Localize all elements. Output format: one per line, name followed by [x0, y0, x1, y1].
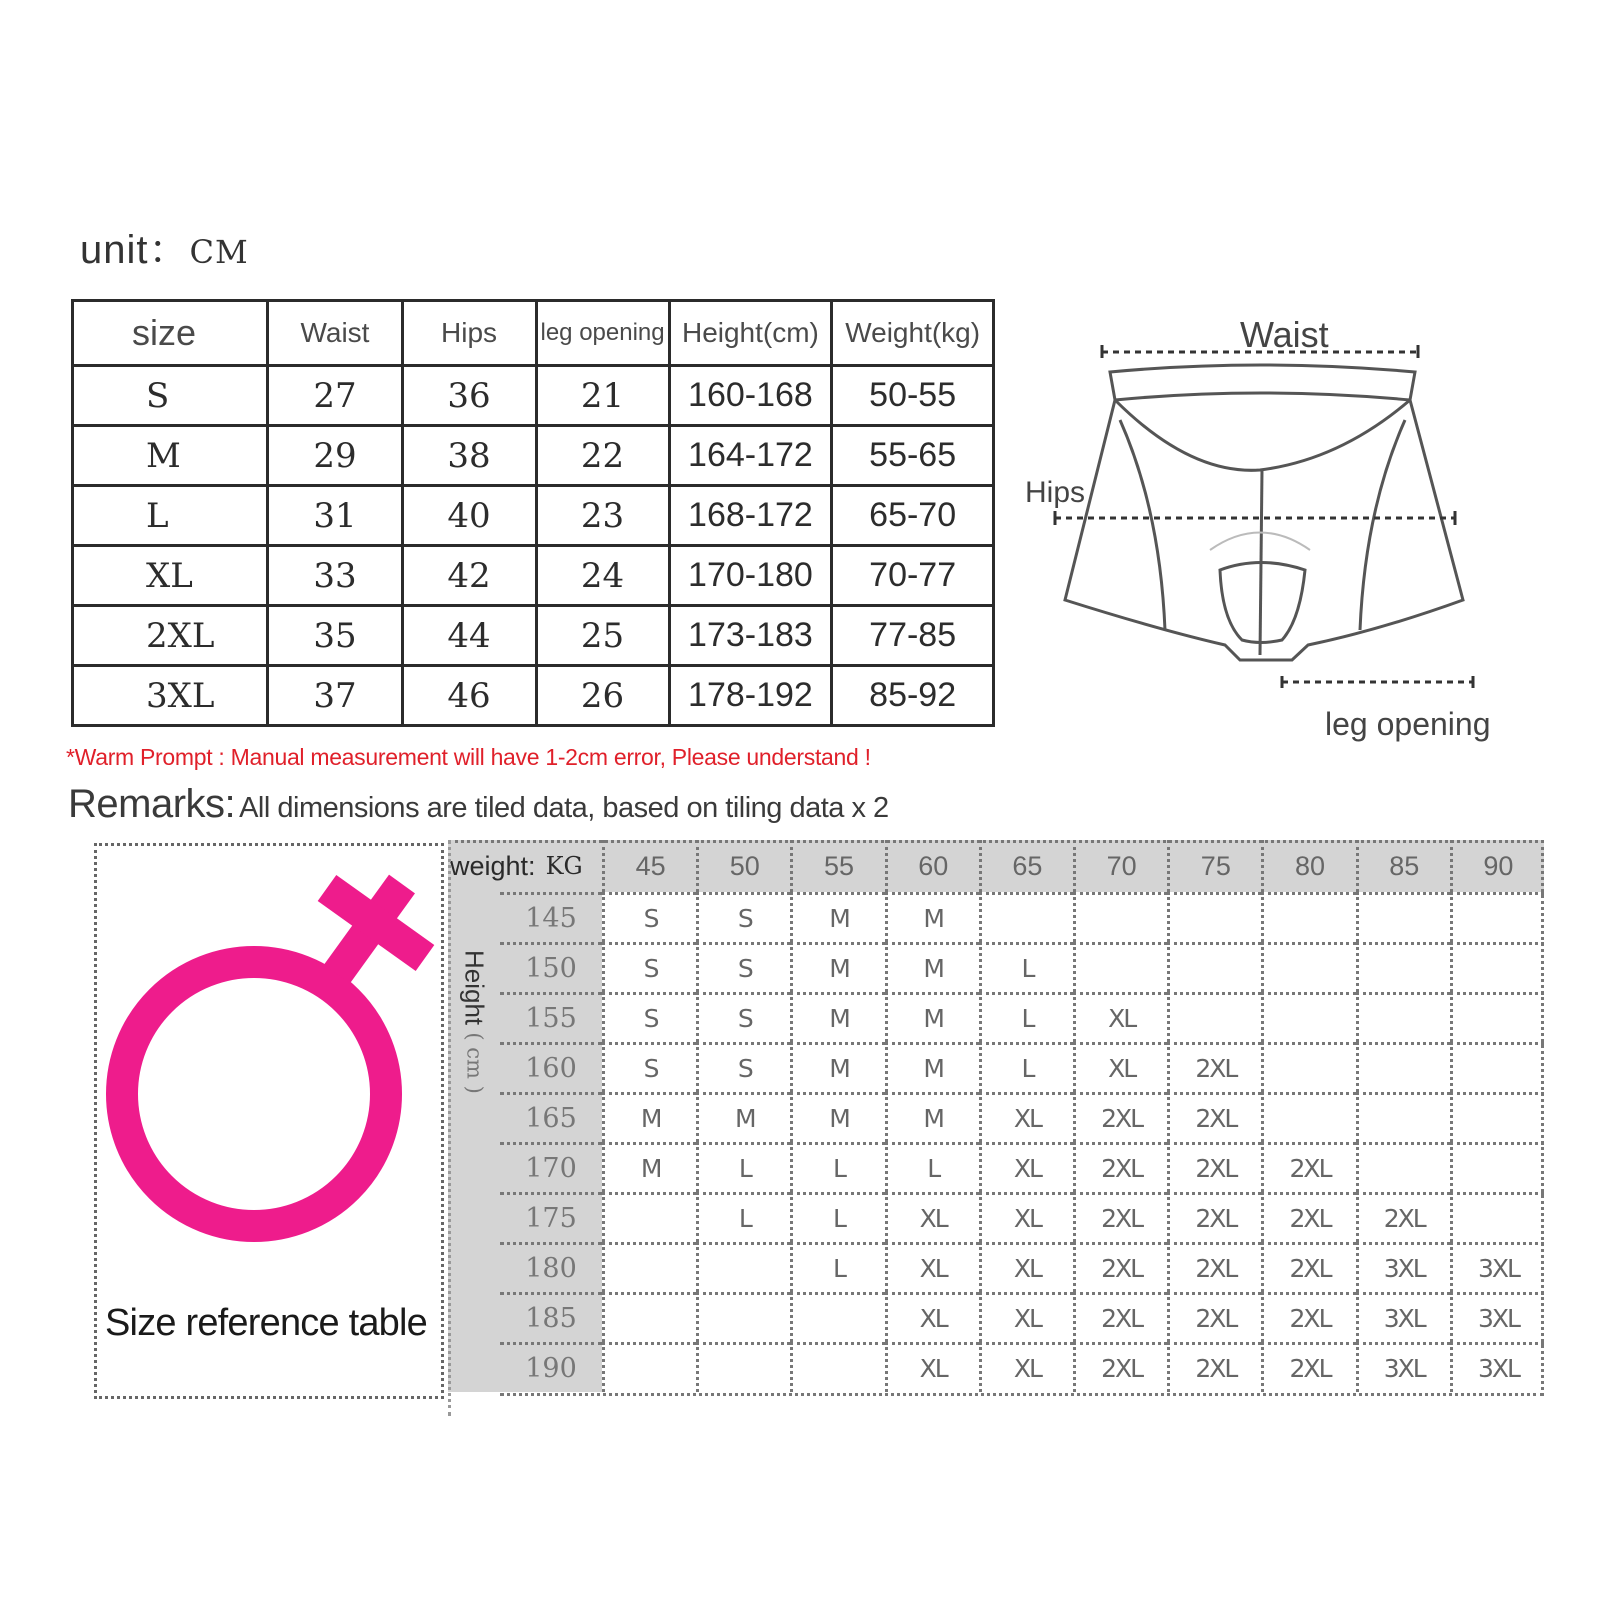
- size-table-row: [73, 606, 994, 666]
- reference-size-cell: [696, 1342, 790, 1392]
- reference-size-cell: L: [885, 1142, 979, 1192]
- size-table-cell: M: [73, 426, 268, 486]
- grid-bottom-border: [500, 1393, 1544, 1396]
- height-value: 150: [500, 942, 602, 992]
- grid-right-border: [1541, 840, 1544, 1396]
- height-axis-label: [448, 890, 500, 1396]
- reference-size-cell: XL: [979, 1342, 1073, 1392]
- size-measurement-table: [71, 299, 995, 727]
- height-value: 170: [500, 1142, 602, 1192]
- size-table-cell: 37: [268, 666, 402, 726]
- remarks: [68, 782, 889, 827]
- size-table-cell: 27: [268, 366, 402, 426]
- reference-size-cell: M: [602, 1092, 696, 1142]
- reference-size-cell: XL: [885, 1292, 979, 1342]
- reference-size-cell: [602, 1342, 696, 1392]
- reference-size-cell: [1167, 892, 1261, 942]
- size-table-row: [73, 486, 994, 546]
- reference-row: [448, 1292, 1544, 1342]
- reference-row: [448, 1192, 1544, 1242]
- reference-size-cell: 2XL: [1167, 1342, 1261, 1392]
- reference-size-cell: M: [790, 1042, 884, 1092]
- size-reference-grid: [448, 840, 1544, 1396]
- height-unit: ( cm ): [462, 1032, 487, 1094]
- reference-size-cell: M: [790, 992, 884, 1042]
- weight-label: weight:: [450, 850, 536, 881]
- unit-label: [80, 218, 249, 275]
- size-table-header-cell: Weight(kg): [832, 301, 994, 366]
- reference-size-cell: [1450, 1192, 1544, 1242]
- unit-label-text: unit：: [80, 228, 190, 272]
- reference-size-cell: L: [696, 1192, 790, 1242]
- size-table-cell: 38: [402, 426, 536, 486]
- reference-size-cell: 3XL: [1450, 1292, 1544, 1342]
- reference-size-cell: 2XL: [1167, 1292, 1261, 1342]
- reference-size-cell: 3XL: [1356, 1292, 1450, 1342]
- reference-size-cell: [1073, 942, 1167, 992]
- size-table-cell: S: [73, 366, 268, 426]
- reference-size-cell: [1450, 942, 1544, 992]
- size-table-cell: 31: [268, 486, 402, 546]
- reference-size-cell: [1261, 992, 1355, 1042]
- reference-size-cell: 2XL: [1261, 1242, 1355, 1292]
- weight-column-header: 60: [885, 840, 979, 892]
- reference-row: [448, 1342, 1544, 1392]
- reference-size-cell: XL: [979, 1242, 1073, 1292]
- reference-size-cell: 3XL: [1450, 1242, 1544, 1292]
- reference-size-cell: S: [696, 892, 790, 942]
- size-table-cell: 23: [536, 486, 669, 546]
- size-table-cell: XL: [73, 546, 268, 606]
- reference-size-cell: 2XL: [1167, 1042, 1261, 1092]
- reference-size-cell: S: [602, 892, 696, 942]
- size-reference-caption: Size reference table: [105, 1302, 427, 1344]
- remarks-text: All dimensions are tiled data, based on tiling data x 2: [239, 792, 889, 824]
- reference-size-cell: [1450, 1042, 1544, 1092]
- size-table-header-row: [73, 301, 994, 366]
- reference-size-cell: [1356, 892, 1450, 942]
- reference-size-cell: [1356, 942, 1450, 992]
- reference-row: [448, 992, 1544, 1042]
- size-table-cell: 25: [536, 606, 669, 666]
- size-table-cell: 178-192: [669, 666, 832, 726]
- size-table-cell: 26: [536, 666, 669, 726]
- reference-row: [448, 892, 1544, 942]
- weight-column-header: 65: [979, 840, 1073, 892]
- reference-size-cell: L: [790, 1142, 884, 1192]
- height-value: 160: [500, 1042, 602, 1092]
- height-value: 155: [500, 992, 602, 1042]
- size-table-cell: 164-172: [669, 426, 832, 486]
- height-value: 185: [500, 1292, 602, 1342]
- reference-size-cell: [1450, 1092, 1544, 1142]
- remarks-label: Remarks:: [68, 782, 236, 826]
- reference-size-cell: 2XL: [1167, 1092, 1261, 1142]
- weight-column-header: 70: [1073, 840, 1167, 892]
- weight-unit: KG: [545, 852, 583, 880]
- reference-size-cell: M: [885, 1092, 979, 1142]
- size-table-cell: 33: [268, 546, 402, 606]
- reference-size-cell: L: [979, 992, 1073, 1042]
- reference-size-cell: L: [790, 1242, 884, 1292]
- size-table-cell: 170-180: [669, 546, 832, 606]
- reference-size-cell: M: [885, 992, 979, 1042]
- reference-size-cell: 3XL: [1450, 1342, 1544, 1392]
- diagram-hips-label: Hips: [1025, 476, 1086, 509]
- reference-size-cell: [602, 1292, 696, 1342]
- size-table-cell: 77-85: [832, 606, 994, 666]
- size-table-cell: 36: [402, 366, 536, 426]
- size-table-cell: 173-183: [669, 606, 832, 666]
- diagram-leg-opening-label: leg opening: [1325, 706, 1491, 742]
- reference-size-cell: 2XL: [1073, 1242, 1167, 1292]
- reference-size-cell: M: [602, 1142, 696, 1192]
- reference-size-cell: [1356, 1142, 1450, 1192]
- size-table-cell: 50-55: [832, 366, 994, 426]
- reference-size-cell: 2XL: [1167, 1142, 1261, 1192]
- reference-size-cell: M: [885, 892, 979, 942]
- reference-size-cell: [1073, 892, 1167, 942]
- size-table-cell: 21: [536, 366, 669, 426]
- reference-size-cell: 2XL: [1073, 1292, 1167, 1342]
- reference-size-cell: [1261, 1042, 1355, 1092]
- reference-size-cell: S: [696, 992, 790, 1042]
- height-value: 175: [500, 1192, 602, 1242]
- size-table-cell: 35: [268, 606, 402, 666]
- reference-size-cell: [1261, 892, 1355, 942]
- reference-size-cell: [1356, 1042, 1450, 1092]
- size-table-cell: 3XL: [73, 666, 268, 726]
- height-label: Height: [459, 950, 490, 1026]
- reference-size-cell: 3XL: [1356, 1242, 1450, 1292]
- height-value: 180: [500, 1242, 602, 1292]
- reference-size-cell: 3XL: [1356, 1342, 1450, 1392]
- reference-size-cell: 2XL: [1073, 1192, 1167, 1242]
- reference-size-cell: 2XL: [1261, 1142, 1355, 1192]
- reference-size-cell: 2XL: [1167, 1192, 1261, 1242]
- reference-size-cell: [1450, 892, 1544, 942]
- warm-prompt: *Warm Prompt : Manual measurement will have 1-2cm error, Please understand !: [66, 744, 871, 770]
- reference-size-cell: M: [790, 1092, 884, 1142]
- height-value: 190: [500, 1342, 602, 1392]
- size-table-cell: L: [73, 486, 268, 546]
- reference-size-cell: [696, 1292, 790, 1342]
- size-table-header-cell: Waist: [268, 301, 402, 366]
- reference-size-cell: XL: [885, 1192, 979, 1242]
- diagram-waist-label: Waist: [1240, 314, 1329, 355]
- reference-size-cell: [602, 1192, 696, 1242]
- reference-size-cell: L: [696, 1142, 790, 1192]
- reference-size-cell: XL: [885, 1242, 979, 1292]
- unit-value: CM: [189, 233, 249, 271]
- size-table-cell: 168-172: [669, 486, 832, 546]
- reference-size-cell: M: [790, 892, 884, 942]
- reference-size-cell: [790, 1342, 884, 1392]
- weight-column-header: 55: [790, 840, 884, 892]
- size-table-header-cell: size: [73, 301, 268, 366]
- reference-size-cell: 2XL: [1073, 1092, 1167, 1142]
- reference-size-cell: [1261, 1092, 1355, 1142]
- size-table-row: [73, 426, 994, 486]
- size-table-header-cell: Hips: [402, 301, 536, 366]
- weight-column-header: 85: [1356, 840, 1450, 892]
- size-table-cell: 24: [536, 546, 669, 606]
- reference-size-cell: XL: [979, 1292, 1073, 1342]
- size-table-row: [73, 366, 994, 426]
- reference-size-cell: M: [885, 1042, 979, 1092]
- height-value: 145: [500, 892, 602, 942]
- reference-size-cell: [979, 892, 1073, 942]
- reference-size-cell: S: [696, 1042, 790, 1092]
- reference-size-cell: S: [602, 942, 696, 992]
- weight-column-header: 45: [602, 840, 696, 892]
- size-table-cell: 42: [402, 546, 536, 606]
- reference-size-cell: [1261, 942, 1355, 992]
- reference-size-cell: L: [979, 942, 1073, 992]
- size-table-header-cell: leg opening: [536, 301, 669, 366]
- reference-size-cell: XL: [1073, 1042, 1167, 1092]
- size-table-body: [73, 301, 994, 726]
- shorts-outline-icon: [1010, 300, 1530, 760]
- reference-size-cell: 2XL: [1073, 1142, 1167, 1192]
- reference-size-cell: L: [979, 1042, 1073, 1092]
- size-table-cell: 44: [402, 606, 536, 666]
- size-table-cell: 40: [402, 486, 536, 546]
- reference-size-cell: 2XL: [1073, 1342, 1167, 1392]
- reference-size-cell: [1167, 992, 1261, 1042]
- size-table-cell: 160-168: [669, 366, 832, 426]
- reference-row: [448, 1092, 1544, 1142]
- reference-size-cell: [696, 1242, 790, 1292]
- reference-size-cell: XL: [979, 1192, 1073, 1242]
- size-table-header-cell: Height(cm): [669, 301, 832, 366]
- size-table-cell: 22: [536, 426, 669, 486]
- reference-size-cell: XL: [1073, 992, 1167, 1042]
- reference-size-cell: [602, 1242, 696, 1292]
- size-table-cell: 46: [402, 666, 536, 726]
- reference-row: [448, 1142, 1544, 1192]
- reference-size-cell: S: [602, 1042, 696, 1092]
- reference-size-cell: M: [885, 942, 979, 992]
- reference-size-cell: L: [790, 1192, 884, 1242]
- height-value: 165: [500, 1092, 602, 1142]
- size-table-cell: 55-65: [832, 426, 994, 486]
- reference-size-cell: [1450, 992, 1544, 1042]
- reference-size-cell: 2XL: [1261, 1192, 1355, 1242]
- weight-column-header: 50: [696, 840, 790, 892]
- reference-size-cell: S: [696, 942, 790, 992]
- reference-size-cell: M: [696, 1092, 790, 1142]
- reference-size-cell: [1450, 1142, 1544, 1192]
- size-table-cell: 65-70: [832, 486, 994, 546]
- size-table-cell: 29: [268, 426, 402, 486]
- reference-header-row: [448, 840, 1544, 892]
- reference-size-cell: 2XL: [1261, 1292, 1355, 1342]
- reference-size-cell: [1356, 1092, 1450, 1142]
- reference-row: [448, 942, 1544, 992]
- size-table-cell: 70-77: [832, 546, 994, 606]
- grid-top-border: [448, 840, 1544, 843]
- shorts-diagram: [1010, 300, 1530, 760]
- reference-size-cell: [1167, 942, 1261, 992]
- reference-row: [448, 1042, 1544, 1092]
- weight-column-header: 90: [1450, 840, 1544, 892]
- reference-size-cell: S: [602, 992, 696, 1042]
- reference-size-cell: XL: [979, 1092, 1073, 1142]
- weight-column-header: 75: [1167, 840, 1261, 892]
- weight-column-header: 80: [1261, 840, 1355, 892]
- reference-size-cell: M: [790, 942, 884, 992]
- reference-row: [448, 1242, 1544, 1292]
- reference-size-cell: 2XL: [1167, 1242, 1261, 1292]
- size-table-cell: 2XL: [73, 606, 268, 666]
- size-table-row: [73, 546, 994, 606]
- size-table-row: [73, 666, 994, 726]
- size-table-cell: 85-92: [832, 666, 994, 726]
- weight-axis-label: [448, 840, 602, 892]
- female-symbol-panel: [94, 843, 444, 1399]
- reference-size-cell: 2XL: [1261, 1342, 1355, 1392]
- reference-size-cell: XL: [885, 1342, 979, 1392]
- reference-size-cell: [1356, 992, 1450, 1042]
- reference-size-cell: 2XL: [1356, 1192, 1450, 1242]
- reference-size-cell: [790, 1292, 884, 1342]
- female-symbol-icon: [97, 846, 447, 1326]
- reference-size-cell: XL: [979, 1142, 1073, 1192]
